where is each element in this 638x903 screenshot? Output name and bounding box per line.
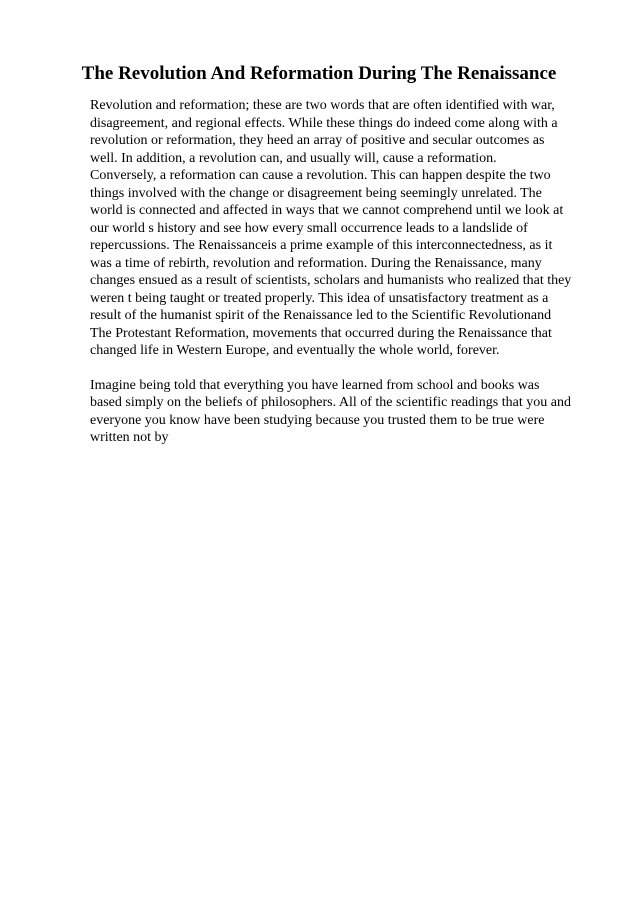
- text-line: our world s history and see how every small occurrence leads to a landslide of: [90, 220, 528, 236]
- text-line: revolution or reformation, they heed an array of positive and secular outcomes as: [90, 133, 545, 148]
- text-line: repercussions. The Renaissanceis a prime example of this interconnectedness, as it: [90, 238, 553, 253]
- text-line: things involved with the change or disagreement being seemingly unrelated. The: [90, 185, 542, 201]
- text-line: changed life in Western Europe, and eventually the whole world, forever.: [90, 343, 500, 358]
- document-title: The Revolution And Reformation During The Renaissance: [81, 63, 557, 84]
- text-line: everyone you know have been studying because you trusted them to be true were: [90, 412, 545, 428]
- text-line: well. In addition, a revolution can, and usually will, cause a reformation.: [90, 150, 497, 166]
- text-line: Revolution and reformation; these are two words that are often identified with war,: [90, 98, 555, 113]
- text-line: was a time of rebirth, revolution and reformation. During the Renaissance, many: [90, 255, 542, 271]
- text-line: Conversely, a reformation can cause a revolution. This can happen despite the two: [90, 168, 551, 183]
- document-body: [90, 97, 610, 447]
- text-line: written not by: [90, 430, 169, 445]
- text-line: based simply on the beliefs of philosophers. All of the scientific readings that you and: [90, 395, 571, 410]
- text-line: Imagine being told that everything you have learned from school and books was: [90, 377, 540, 393]
- text-line: changes ensued as a result of scientists, scholars and humanists who realized that they: [90, 273, 572, 288]
- text-line: result of the humanist spirit of the Renaissance led to the Scientific Revolutionand: [90, 308, 552, 323]
- paragraph: [90, 97, 610, 360]
- text-line: world is connected and affected in ways that we cannot comprehend until we look at: [90, 203, 564, 218]
- text-line: weren t being taught or treated properly. This idea of unsatisfactory treatment as a: [90, 290, 549, 306]
- text-line: disagreement, and regional effects. While these things do indeed come along with a: [90, 115, 558, 131]
- paragraph: [90, 377, 610, 447]
- text-line: The Protestant Reformation, movements that occurred during the Renaissance that: [90, 325, 552, 341]
